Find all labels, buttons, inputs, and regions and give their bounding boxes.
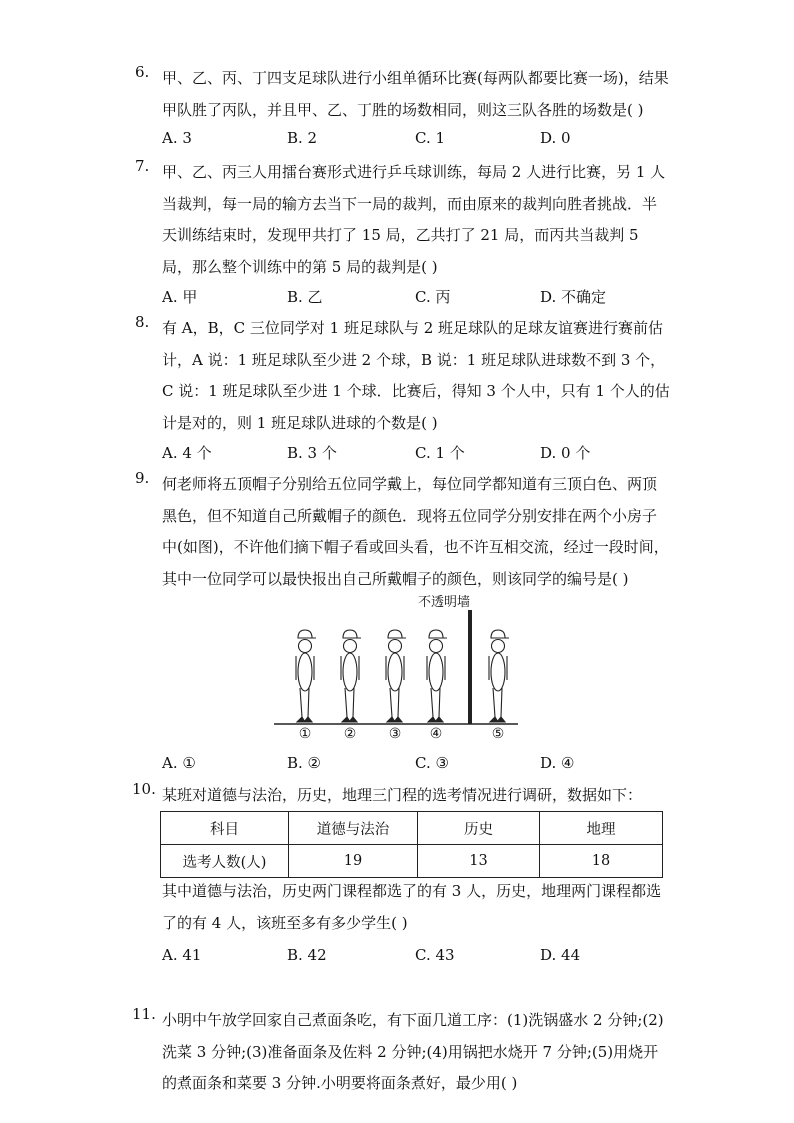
option-d[interactable]: D. 不确定	[540, 288, 607, 306]
table-cell: 道德与法治	[289, 812, 418, 845]
question-text: 其中道德与法治，历史两门课程都选了的有 3 人，历史，地理两门课程都选了的有 4 人，该班至多有多少学生( )	[162, 882, 662, 932]
option-b[interactable]: B. ②	[287, 754, 322, 772]
student-number: ②	[343, 726, 357, 740]
student-number: ④	[429, 726, 443, 740]
options	[162, 442, 682, 466]
question-text: 有 A，B，C 三位同学对 1 班足球队与 2 班足球队的足球友谊赛进行赛前估计，A 说：1 班足球队至少进 2 个球，B 说：1 班足球队进球数不到 3 个，C 说：1 班足球队至少进 1 个球．比赛后，得知 3 个人中，只有 1 个人的估计是对的，则 1 班足球队进球的个数是( )	[162, 319, 670, 432]
elective-stats-table	[160, 811, 663, 878]
table-header-row	[161, 812, 663, 845]
student-5	[489, 630, 509, 722]
question-text: 何老师将五顶帽子分别给五位同学戴上，每位同学都知道有三顶白色、两顶黑色，但不知道自己所戴帽子的颜色．现将五位同学分别安排在两个小房子中(如图)，不许他们摘下帽子看或回头看，也不许互相交流，经过一段时间，其中一位同学可以最快报出自己所戴帽子的颜色，则该同学的编号是( )	[162, 475, 669, 588]
options	[162, 946, 682, 970]
table-cell: 13	[418, 845, 540, 878]
question-text: 甲、乙、丙、丁四支足球队进行小组单循环比赛(每两队都要比赛一场)，结果甲队胜了丙队，并且甲、乙、丁胜的场数相同，则这三队各胜的场数是( )	[162, 69, 669, 119]
option-b[interactable]: B. 42	[287, 946, 327, 964]
question-intro: 某班对道德与法治，历史，地理三门程的选考情况进行调研，数据如下：	[162, 786, 643, 804]
table-row	[161, 845, 663, 878]
option-a[interactable]: A. ①	[162, 754, 196, 772]
student-1	[296, 630, 316, 722]
student-number: ③	[388, 726, 402, 740]
option-b[interactable]: B. 2	[287, 129, 318, 147]
question-number: 11.	[132, 1005, 156, 1023]
question-number: 8.	[135, 313, 150, 331]
student-2	[341, 630, 361, 722]
option-a[interactable]: A. 甲	[162, 288, 198, 306]
wall-label: 不透明墙	[417, 595, 471, 610]
student-3	[386, 630, 406, 722]
option-c[interactable]: C. 1 个	[415, 444, 465, 462]
student-number: ①	[298, 726, 312, 740]
question-number: 10.	[132, 780, 156, 798]
hat-students-figure	[270, 590, 526, 740]
table-cell: 选考人数(人)	[161, 845, 289, 878]
option-b[interactable]: B. 3 个	[287, 444, 337, 462]
student-number: ⑤	[491, 726, 505, 740]
options	[162, 754, 682, 778]
table-cell: 历史	[418, 812, 540, 845]
table-cell: 18	[540, 845, 663, 878]
option-c[interactable]: C. 丙	[415, 288, 451, 306]
options	[162, 286, 682, 310]
options	[162, 129, 682, 153]
table-cell: 19	[289, 845, 418, 878]
option-d[interactable]: D. 0	[540, 129, 571, 147]
option-a[interactable]: A. 3	[162, 129, 192, 147]
question-number: 7.	[135, 157, 150, 175]
question-number: 6.	[135, 63, 150, 81]
table-cell: 地理	[540, 812, 663, 845]
option-a[interactable]: A. 41	[162, 946, 202, 964]
option-c[interactable]: C. 43	[415, 946, 455, 964]
option-c[interactable]: C. 1	[415, 129, 446, 147]
student-4	[427, 630, 447, 722]
option-d[interactable]: D. 0 个	[540, 444, 591, 462]
question-text: 甲、乙、丙三人用擂台赛形式进行乒乓球训练，每局 2 人进行比赛，另 1 人当裁判，每一局的输方去当下一局的裁判，而由原来的裁判向胜者挑战．半天训练结束时，发现甲共打了 15 局，乙共打了 21 局，而丙共当裁判 5 局，那么整个训练中的第 5 局的裁判是( )	[162, 163, 666, 276]
option-c[interactable]: C. ③	[415, 754, 449, 772]
table-cell: 科目	[161, 812, 289, 845]
question-number: 9.	[135, 469, 150, 487]
question-text: 小明中午放学回家自己煮面条吃，有下面几道工序：(1)洗锅盛水 2 分钟;(2)洗菜 3 分钟;(3)准备面条及佐料 2 分钟;(4)用锅把水烧开 7 分钟;(5)用烧开的煮面条和菜要 3 分钟.小明要将面条煮好，最少用( )	[162, 1011, 664, 1092]
opaque-wall	[468, 610, 472, 724]
option-b[interactable]: B. 乙	[287, 288, 323, 306]
option-d[interactable]: D. ④	[540, 754, 575, 772]
option-a[interactable]: A. 4 个	[162, 444, 212, 462]
option-d[interactable]: D. 44	[540, 946, 581, 964]
